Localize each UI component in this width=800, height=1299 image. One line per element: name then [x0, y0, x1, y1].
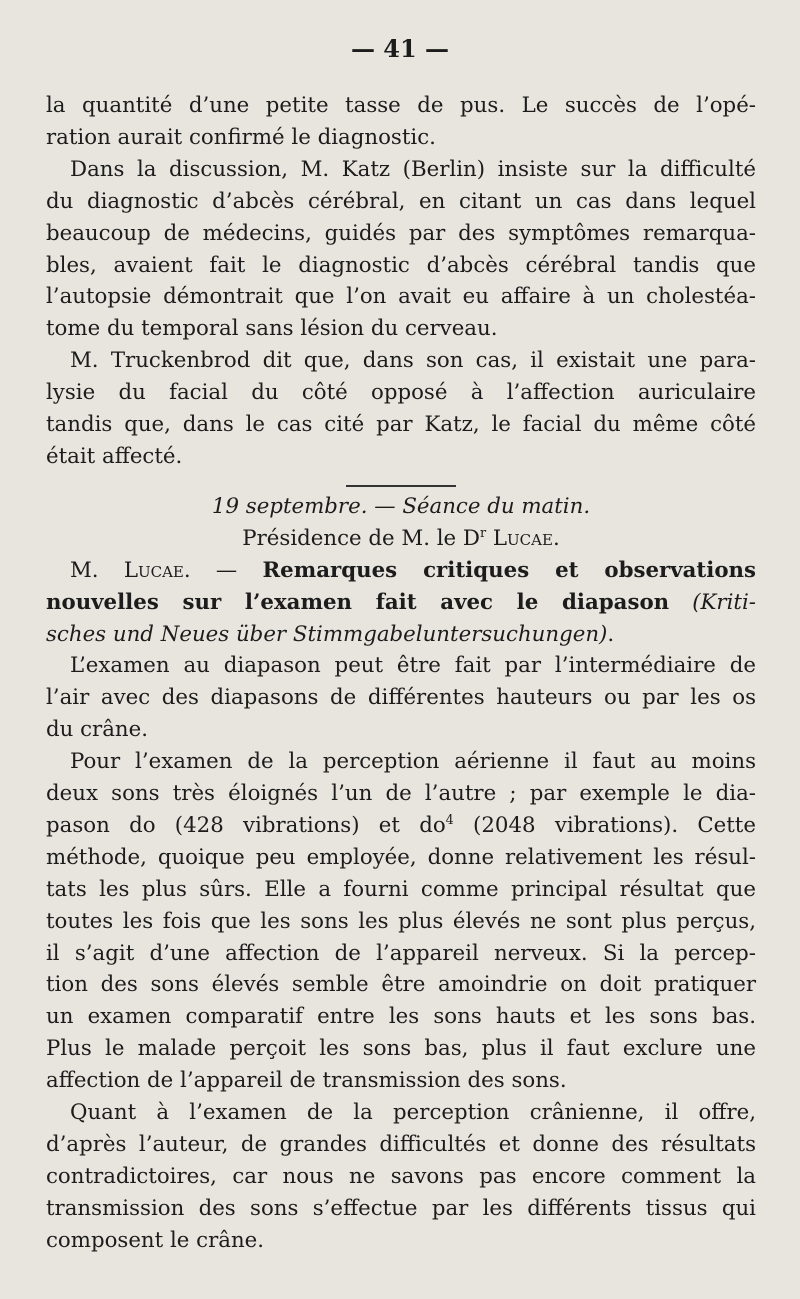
text-line: M. Truckenbrod dit que, dans son cas, il existait une para- — [70, 348, 756, 374]
page-number: — 41 — — [350, 34, 450, 63]
presidency-sup: r — [480, 525, 487, 541]
text-line: Pour l’examen de la perception aérienne il faut au moins — [70, 749, 756, 775]
talk-german-line2: sches und Neues über Stimmgabeluntersuchungen) — [46, 621, 608, 647]
superscript: 4 — [445, 812, 454, 828]
text-line: d’après l’auteur, de grandes difficultés et donne des résultats — [46, 1132, 756, 1157]
text-line: du diagnostic d’abcès cérébral, en citant un cas dans lequel — [46, 188, 756, 214]
text-line: tats les plus sûrs. Elle a fourni comme principal résultat que — [46, 876, 756, 902]
presidency-prefix: Présidence de M. le D — [242, 525, 480, 551]
text-line: il s’agit d’une affection de l’appareil nerveux. Si la percep- — [46, 940, 756, 966]
text-line: Plus le malade perçoit les sons bas, plus il faut exclure une — [46, 1036, 756, 1062]
text-line — [46, 810, 756, 842]
text-line: un examen comparatif entre les sons hauts et les sons bas. — [46, 1004, 756, 1030]
talk-heading-line — [46, 555, 756, 587]
text-line: composent le crâne. — [46, 1227, 265, 1253]
text-line: du crâne. — [46, 717, 149, 743]
page-text — [46, 90, 756, 1257]
talk-title-line1: Remarques critiques et observations — [262, 557, 757, 583]
talk-dash: . — — [183, 557, 263, 583]
text-line: Dans la discussion, M. Katz (Berlin) insiste sur la difficulté — [70, 156, 756, 182]
text-line: était affecté. — [46, 443, 183, 469]
text-line: ration aurait confirmé le diagnostic. — [46, 124, 436, 150]
text-line: Quant à l’examen de la perception crânienne, il offre, — [70, 1100, 756, 1126]
text-line: toutes les fois que les sons les plus élevés ne sont plus perçus, — [46, 908, 756, 934]
text-line-part: (2048 vibrations). Cette — [453, 812, 756, 838]
text-line: l’autopsie démontrait que l’on avait eu affaire à un cholestéa- — [46, 284, 756, 310]
text-line: la quantité d’une petite tasse de pus. Le succès de l’opé- — [46, 93, 756, 118]
talk-german-end: . — [607, 621, 615, 647]
session-date-text: 19 septembre. — Séance du matin. — [211, 493, 591, 519]
text-line: tandis que, dans le cas cité par Katz, le facial du même côté — [46, 412, 756, 438]
text-line: beaucoup de médecins, guidés par des symptômes remarqua- — [46, 220, 756, 246]
text-line: méthode, quoique peu employée, donne relativement les résul- — [46, 844, 756, 870]
session-presidency — [46, 523, 756, 555]
text-line: tion des sons élevés semble être amoindrie on doit pratiquer — [46, 972, 756, 998]
text-line-part: pason do (428 vibrations) et do — [46, 812, 446, 838]
presidency-name: Lucae — [492, 525, 553, 551]
session-date — [46, 491, 756, 523]
text-line: transmission des sons s’effectue par les différents tissus qui — [46, 1195, 756, 1221]
text-line: L’examen au diapason peut être fait par l’intermédiaire de — [70, 653, 756, 679]
text-line: tome du temporal sans lésion du cerveau. — [46, 316, 498, 342]
talk-german-line1: (Kriti- — [692, 589, 756, 615]
section-divider — [346, 485, 456, 487]
text-line: deux sons très éloignés l’un de l’autre ; par exemple le dia- — [46, 781, 756, 807]
text-line: lysie du facial du côté opposé à l’affection auriculaire — [46, 380, 756, 406]
text-line: bles, avaient fait le diagnostic d’abcès cérébral tandis que — [46, 252, 756, 278]
text-line: affection de l’appareil de transmission des sons. — [46, 1068, 567, 1094]
talk-speaker: M. Lucae — [70, 557, 184, 583]
text-line: l’air avec des diapasons de différentes hauteurs ou par les os — [46, 685, 756, 711]
text-line: contradictoires, car nous ne savons pas encore comment la — [46, 1163, 756, 1189]
talk-title-line2: nouvelles sur l’examen fait avec le diapason — [46, 589, 670, 615]
presidency-end: . — [552, 525, 560, 551]
talk-heading-line — [46, 619, 756, 651]
talk-heading-line — [46, 587, 756, 619]
